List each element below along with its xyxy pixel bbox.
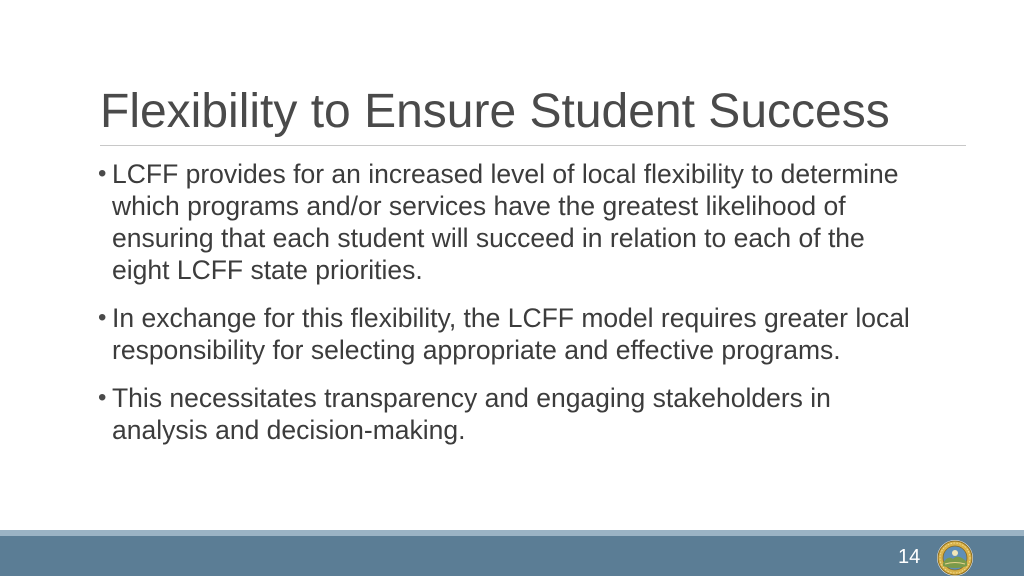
title-divider xyxy=(100,145,966,146)
bullet-marker: • xyxy=(98,304,107,331)
state-seal-icon xyxy=(936,539,974,577)
bullet-text: In exchange for this flexibility, the LCFF model requires greater local responsibility for selecting appropriate and effective programs. xyxy=(112,303,910,365)
bullet-item xyxy=(98,302,928,366)
bullet-item xyxy=(98,158,928,286)
bullet-text: This necessitates transparency and engaging stakeholders in analysis and decision-making. xyxy=(112,383,831,445)
bullet-list xyxy=(98,158,928,462)
footer-band xyxy=(0,530,1024,576)
bullet-marker: • xyxy=(98,160,107,187)
footer-stripe xyxy=(0,530,1024,536)
bullet-item xyxy=(98,382,928,446)
bullet-text: LCFF provides for an increased level of local flexibility to determine which programs and/or services have the greatest likelihood of ensuring that each student will succeed in relation to each of the eight LCFF state priorities. xyxy=(112,159,899,285)
slide-number: 14 xyxy=(898,546,921,568)
slide-title: Flexibility to Ensure Student Success xyxy=(100,85,890,138)
bullet-marker: • xyxy=(98,384,107,411)
